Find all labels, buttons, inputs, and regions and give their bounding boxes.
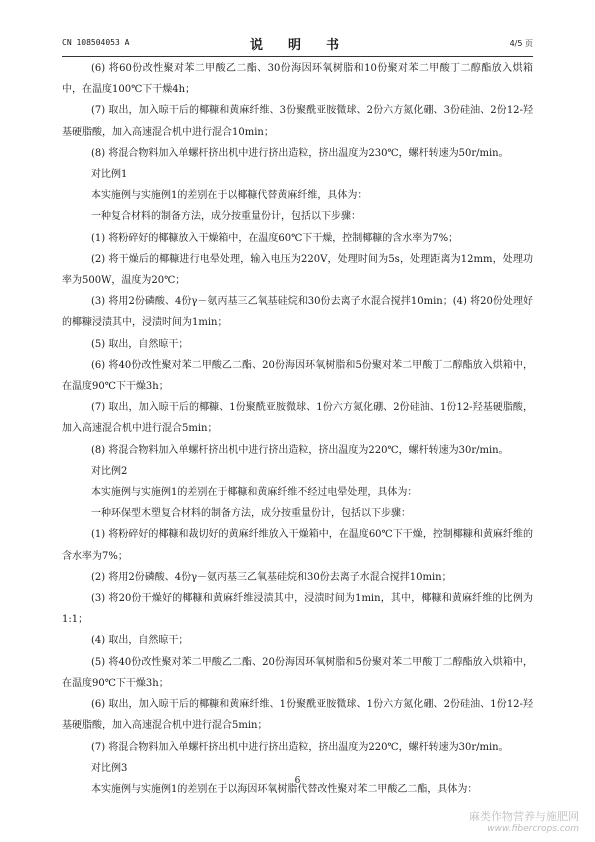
- paragraph: 本实施例与实施例1的差别在于以椰糠代替黄麻纤维，具体为：: [91, 190, 368, 202]
- paragraph: 本实施例与实施例1的差别在于椰糠和黄麻纤维不经过电晕处理，具体为：: [91, 487, 418, 499]
- document-body: [62, 58, 533, 800]
- paragraph: (3) 将用2份磷酸、4份γ－氨丙基三乙氧基硅烷和30份去离子水混合搅拌10min；(4) 将20份处理好的椰糠浸渍其中，浸渍时间为1min；: [62, 296, 533, 329]
- paragraph: (5) 将40份改性聚对苯二甲酸乙二酯、20份海因环氧树脂和5份聚对苯二甲酸丁二醇酯放入烘箱中，在温度90℃下干燥3h；: [62, 656, 533, 689]
- site-watermark: [469, 808, 579, 834]
- paragraph: (6) 将60份改性聚对苯二甲酸乙二酯、30份海因环氧树脂和10份聚对苯二甲酸丁二醇酯放入烘箱中，在温度100℃下干燥4h；: [62, 63, 533, 96]
- watermark-url: www.fibercrops.com: [487, 824, 579, 834]
- document-title: 说 明 书: [249, 38, 345, 53]
- paragraph: (3) 将20份干燥好的椰糠和黄麻纤维浸渍其中，浸渍时间为1min，其中，椰糠和黄麻纤维的比例为1:1；: [62, 593, 533, 626]
- paragraph: (8) 将混合物料加入单螺杆挤出机中进行挤出造粒，挤出温度为230℃，螺杆转速为50r/min。: [91, 147, 509, 159]
- paragraph: (2) 将用2份磷酸、4份γ－氨丙基三乙氧基硅烷和30份去离子水混合搅拌10min；: [91, 571, 452, 583]
- paragraph: 对比例1: [91, 169, 128, 181]
- paragraph: (4) 取出，自然晾干；: [91, 635, 189, 647]
- paragraph: (2) 将干燥后的椰糠进行电晕处理，输入电压为220V，处理时间为5s，处理距离为12mm，处理功率为500W，温度为20℃；: [62, 253, 533, 287]
- paragraph: 一种复合材料的制备方法，成分按重量份计，包括以下步骤：: [91, 211, 361, 223]
- page-indicator: 4/5 页: [509, 39, 533, 48]
- paragraph: (7) 取出，加入晾干后的椰糠和黄麻纤维、3份聚酰亚胺微球、2份六方氮化硼、3份硅油、2份12-羟基硬脂酸，加入高速混合机中进行混合10min；: [62, 105, 533, 138]
- page-header: [62, 34, 533, 54]
- paragraph: 本实施例与实施例1的差别在于以海因环氧树脂代替改性聚对苯二甲酸乙二酯，具体为：: [91, 783, 478, 795]
- patent-number: CN 108504053 A: [62, 38, 130, 47]
- paragraph: (7) 取出，加入晾干后的椰糠、1份聚酰亚胺微球、1份六方氮化硼、2份硅油、1份12-羟基硬脂酸，加入高速混合机中进行混合5min；: [62, 402, 533, 435]
- watermark-site-name: 麻类作物营养与施肥网: [469, 810, 579, 823]
- paragraph: (5) 取出，自然晾干；: [91, 338, 189, 350]
- paragraph: (6) 将40份改性聚对苯二甲酸乙二酯、20份海因环氧树脂和5份聚对苯二甲酸丁二醇酯放入烘箱中，在温度90℃下干燥3h；: [62, 359, 533, 393]
- paragraph: 对比例2: [91, 465, 128, 477]
- paragraph: (1) 将粉碎好的椰糠放入干燥箱中，在温度60℃下干燥，控制椰糠的含水率为7%；: [91, 232, 459, 244]
- paragraph: (1) 将粉碎好的椰糠和裁切好的黄麻纤维放入干燥箱中，在温度60℃下干燥，控制椰糠和黄麻纤维的含水率为7%；: [62, 529, 533, 562]
- paragraph: 一种环保型木塑复合材料的制备方法，成分按重量份计，包括以下步骤：: [91, 508, 411, 520]
- paragraph: (8) 将混合物料加入单螺杆挤出机中进行挤出造粒，挤出温度为220℃，螺杆转速为30r/min。: [91, 444, 509, 456]
- header-rule: [62, 56, 533, 57]
- page-number: 6: [294, 776, 301, 786]
- paragraph: (6) 取出，加入晾干后的椰糠和黄麻纤维、1份聚酰亚胺微球、1份六方氮化硼、2份硅油、1份12-羟基硬脂酸，加入高速混合机中进行混合5min；: [62, 699, 533, 732]
- paragraph: (7) 将混合物料加入单螺杆挤出机中进行挤出造粒，挤出温度为220℃，螺杆转速为30r/min。: [91, 741, 509, 753]
- paragraph: 对比例3: [91, 762, 128, 774]
